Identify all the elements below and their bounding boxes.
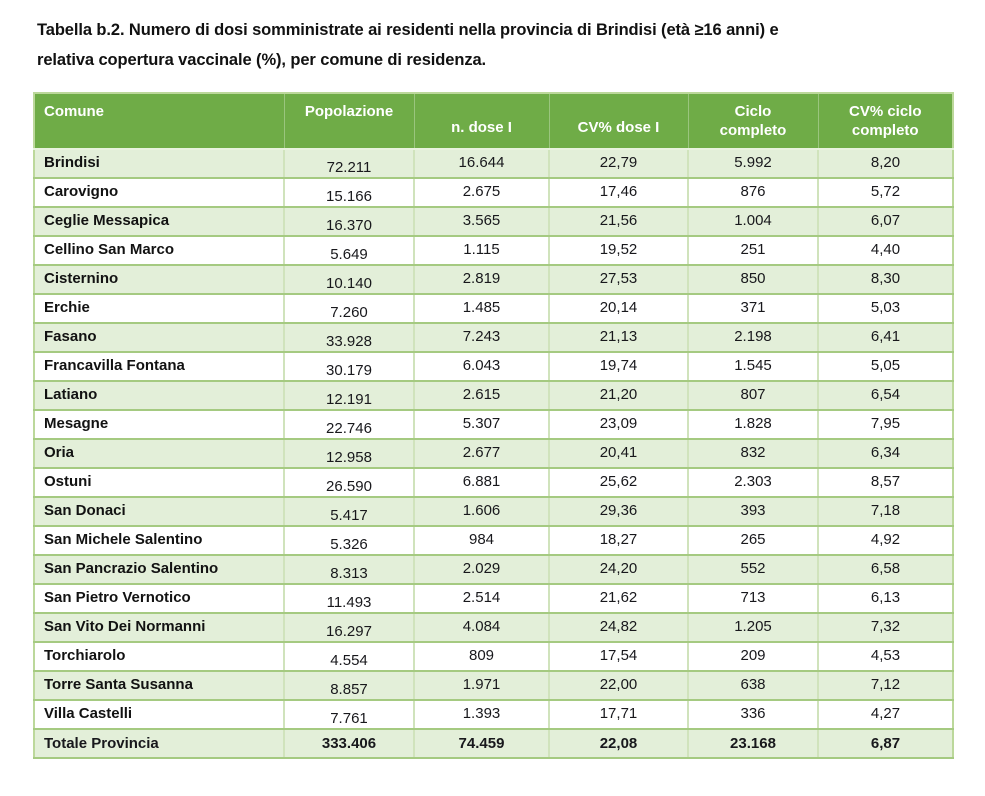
cell-n-dose-1: 1.485 [414, 294, 549, 323]
column-header-cv-dose-1: CV% dose I [549, 93, 688, 149]
table-row [34, 149, 953, 178]
cell-n-dose-1: 2.675 [414, 178, 549, 207]
cell-ciclo-completo: 552 [688, 555, 818, 584]
cell-comune: Latiano [34, 381, 284, 410]
cell-n-dose-1: 3.565 [414, 207, 549, 236]
cell-n-dose-1: 1.971 [414, 671, 549, 700]
cell-n-dose-1: 1.393 [414, 700, 549, 729]
cell-ciclo-completo: 1.205 [688, 613, 818, 642]
cell-ciclo-completo: 713 [688, 584, 818, 613]
total-popolazione: 333.406 [284, 729, 414, 758]
cell-popolazione: 16.297 [284, 613, 414, 642]
cell-comune: San Pancrazio Salentino [34, 555, 284, 584]
cell-n-dose-1: 2.615 [414, 381, 549, 410]
cell-ciclo-completo: 393 [688, 497, 818, 526]
cell-cv-ciclo-completo: 4,40 [818, 236, 953, 265]
cell-comune: Fasano [34, 323, 284, 352]
cell-n-dose-1: 6.881 [414, 468, 549, 497]
cell-ciclo-completo: 638 [688, 671, 818, 700]
cell-cv-dose-1: 24,82 [549, 613, 688, 642]
cell-ciclo-completo: 336 [688, 700, 818, 729]
table-row [34, 497, 953, 526]
table-caption [0, 0, 985, 75]
cell-n-dose-1: 809 [414, 642, 549, 671]
cell-cv-dose-1: 17,71 [549, 700, 688, 729]
cell-cv-ciclo-completo: 6,54 [818, 381, 953, 410]
cell-comune: Erchie [34, 294, 284, 323]
column-header-popolazione: Popolazione [284, 93, 414, 149]
cell-popolazione: 7.260 [284, 294, 414, 323]
cell-popolazione: 4.554 [284, 642, 414, 671]
cell-n-dose-1: 4.084 [414, 613, 549, 642]
cell-cv-ciclo-completo: 6,13 [818, 584, 953, 613]
cell-cv-dose-1: 22,79 [549, 149, 688, 178]
cell-n-dose-1: 2.677 [414, 439, 549, 468]
cell-popolazione: 5.417 [284, 497, 414, 526]
cell-ciclo-completo: 265 [688, 526, 818, 555]
cell-n-dose-1: 6.043 [414, 352, 549, 381]
column-header-ciclo-completo-label: Ciclo completo [719, 103, 787, 139]
cell-popolazione: 5.326 [284, 526, 414, 555]
table-row [34, 439, 953, 468]
cell-n-dose-1: 1.115 [414, 236, 549, 265]
column-header-n-dose-1: n. dose I [414, 93, 549, 149]
cell-ciclo-completo: 832 [688, 439, 818, 468]
cell-comune: Ceglie Messapica [34, 207, 284, 236]
cell-cv-ciclo-completo: 6,34 [818, 439, 953, 468]
cell-popolazione: 12.191 [284, 381, 414, 410]
cell-comune: Francavilla Fontana [34, 352, 284, 381]
cell-popolazione: 33.928 [284, 323, 414, 352]
cell-cv-dose-1: 21,56 [549, 207, 688, 236]
cell-popolazione: 12.958 [284, 439, 414, 468]
cell-cv-ciclo-completo: 5,05 [818, 352, 953, 381]
table-row [34, 294, 953, 323]
total-cv-dose-1: 22,08 [549, 729, 688, 758]
cell-cv-ciclo-completo: 5,03 [818, 294, 953, 323]
table-row [34, 555, 953, 584]
table-row [34, 468, 953, 497]
cell-ciclo-completo: 1.004 [688, 207, 818, 236]
cell-cv-dose-1: 24,20 [549, 555, 688, 584]
cell-cv-ciclo-completo: 6,58 [818, 555, 953, 584]
table-caption-line-1: Tabella b.2. Numero di dosi somministrate ai residenti nella provincia di Brindisi (età ≥16 anni) e [37, 21, 779, 39]
cell-cv-dose-1: 27,53 [549, 265, 688, 294]
cell-cv-ciclo-completo: 5,72 [818, 178, 953, 207]
cell-cv-ciclo-completo: 8,30 [818, 265, 953, 294]
cell-cv-dose-1: 21,13 [549, 323, 688, 352]
cell-popolazione: 7.761 [284, 700, 414, 729]
table-row [34, 410, 953, 439]
cell-n-dose-1: 984 [414, 526, 549, 555]
cell-cv-dose-1: 19,74 [549, 352, 688, 381]
table-footer [34, 729, 953, 758]
table-row [34, 526, 953, 555]
cell-n-dose-1: 5.307 [414, 410, 549, 439]
cell-cv-ciclo-completo: 7,12 [818, 671, 953, 700]
table-row [34, 381, 953, 410]
cell-cv-dose-1: 25,62 [549, 468, 688, 497]
cell-comune: San Donaci [34, 497, 284, 526]
cell-ciclo-completo: 2.198 [688, 323, 818, 352]
cell-ciclo-completo: 2.303 [688, 468, 818, 497]
cell-cv-dose-1: 17,54 [549, 642, 688, 671]
cell-comune: San Vito Dei Normanni [34, 613, 284, 642]
cell-comune: Brindisi [34, 149, 284, 178]
cell-comune: Cisternino [34, 265, 284, 294]
cell-comune: Carovigno [34, 178, 284, 207]
cell-cv-ciclo-completo: 6,07 [818, 207, 953, 236]
table-row [34, 671, 953, 700]
cell-ciclo-completo: 251 [688, 236, 818, 265]
column-header-cv-ciclo-completo-label: CV% ciclo completo [848, 103, 922, 139]
column-header-ciclo-completo [688, 93, 818, 149]
vaccination-table [33, 92, 954, 759]
cell-comune: Torchiarolo [34, 642, 284, 671]
table-body [34, 149, 953, 729]
cell-cv-dose-1: 19,52 [549, 236, 688, 265]
table-header [34, 93, 953, 149]
table-row [34, 642, 953, 671]
cell-popolazione: 30.179 [284, 352, 414, 381]
table-caption-line-2: relativa copertura vaccinale (%), per comune di residenza. [37, 51, 487, 69]
cell-popolazione: 8.313 [284, 555, 414, 584]
cell-n-dose-1: 2.029 [414, 555, 549, 584]
cell-cv-dose-1: 21,62 [549, 584, 688, 613]
total-row [34, 729, 953, 758]
cell-comune: Cellino San Marco [34, 236, 284, 265]
cell-cv-ciclo-completo: 8,57 [818, 468, 953, 497]
cell-ciclo-completo: 371 [688, 294, 818, 323]
cell-comune: Torre Santa Susanna [34, 671, 284, 700]
table-row [34, 323, 953, 352]
cell-n-dose-1: 7.243 [414, 323, 549, 352]
cell-cv-dose-1: 21,20 [549, 381, 688, 410]
cell-cv-ciclo-completo: 8,20 [818, 149, 953, 178]
cell-popolazione: 5.649 [284, 236, 414, 265]
total-n-dose-1: 74.459 [414, 729, 549, 758]
table-row [34, 352, 953, 381]
cell-comune: Oria [34, 439, 284, 468]
cell-popolazione: 8.857 [284, 671, 414, 700]
cell-ciclo-completo: 876 [688, 178, 818, 207]
total-ciclo-completo: 23.168 [688, 729, 818, 758]
total-label: Totale Provincia [34, 729, 284, 758]
cell-cv-dose-1: 29,36 [549, 497, 688, 526]
cell-comune: San Michele Salentino [34, 526, 284, 555]
cell-cv-ciclo-completo: 4,53 [818, 642, 953, 671]
table-row [34, 584, 953, 613]
cell-comune: Mesagne [34, 410, 284, 439]
cell-ciclo-completo: 5.992 [688, 149, 818, 178]
cell-ciclo-completo: 1.545 [688, 352, 818, 381]
cell-popolazione: 15.166 [284, 178, 414, 207]
cell-cv-dose-1: 20,41 [549, 439, 688, 468]
cell-popolazione: 26.590 [284, 468, 414, 497]
table-row [34, 700, 953, 729]
column-header-comune: Comune [34, 93, 284, 149]
cell-n-dose-1: 2.514 [414, 584, 549, 613]
cell-cv-ciclo-completo: 4,27 [818, 700, 953, 729]
cell-cv-ciclo-completo: 7,95 [818, 410, 953, 439]
cell-cv-dose-1: 20,14 [549, 294, 688, 323]
cell-popolazione: 16.370 [284, 207, 414, 236]
cell-cv-dose-1: 23,09 [549, 410, 688, 439]
cell-cv-dose-1: 17,46 [549, 178, 688, 207]
cell-cv-ciclo-completo: 6,41 [818, 323, 953, 352]
cell-n-dose-1: 16.644 [414, 149, 549, 178]
cell-comune: San Pietro Vernotico [34, 584, 284, 613]
cell-comune: Villa Castelli [34, 700, 284, 729]
header-row [34, 93, 953, 149]
cell-popolazione: 11.493 [284, 584, 414, 613]
table-row [34, 236, 953, 265]
cell-cv-dose-1: 18,27 [549, 526, 688, 555]
cell-n-dose-1: 1.606 [414, 497, 549, 526]
cell-n-dose-1: 2.819 [414, 265, 549, 294]
cell-popolazione: 72.211 [284, 149, 414, 178]
cell-cv-ciclo-completo: 4,92 [818, 526, 953, 555]
cell-ciclo-completo: 807 [688, 381, 818, 410]
table-row [34, 207, 953, 236]
cell-ciclo-completo: 1.828 [688, 410, 818, 439]
cell-ciclo-completo: 209 [688, 642, 818, 671]
cell-cv-dose-1: 22,00 [549, 671, 688, 700]
cell-cv-ciclo-completo: 7,32 [818, 613, 953, 642]
cell-cv-ciclo-completo: 7,18 [818, 497, 953, 526]
table-row [34, 265, 953, 294]
table-row [34, 178, 953, 207]
cell-popolazione: 22.746 [284, 410, 414, 439]
cell-popolazione: 10.140 [284, 265, 414, 294]
table-row [34, 613, 953, 642]
total-cv-ciclo-completo: 6,87 [818, 729, 953, 758]
column-header-cv-ciclo-completo [818, 93, 953, 149]
cell-comune: Ostuni [34, 468, 284, 497]
cell-ciclo-completo: 850 [688, 265, 818, 294]
